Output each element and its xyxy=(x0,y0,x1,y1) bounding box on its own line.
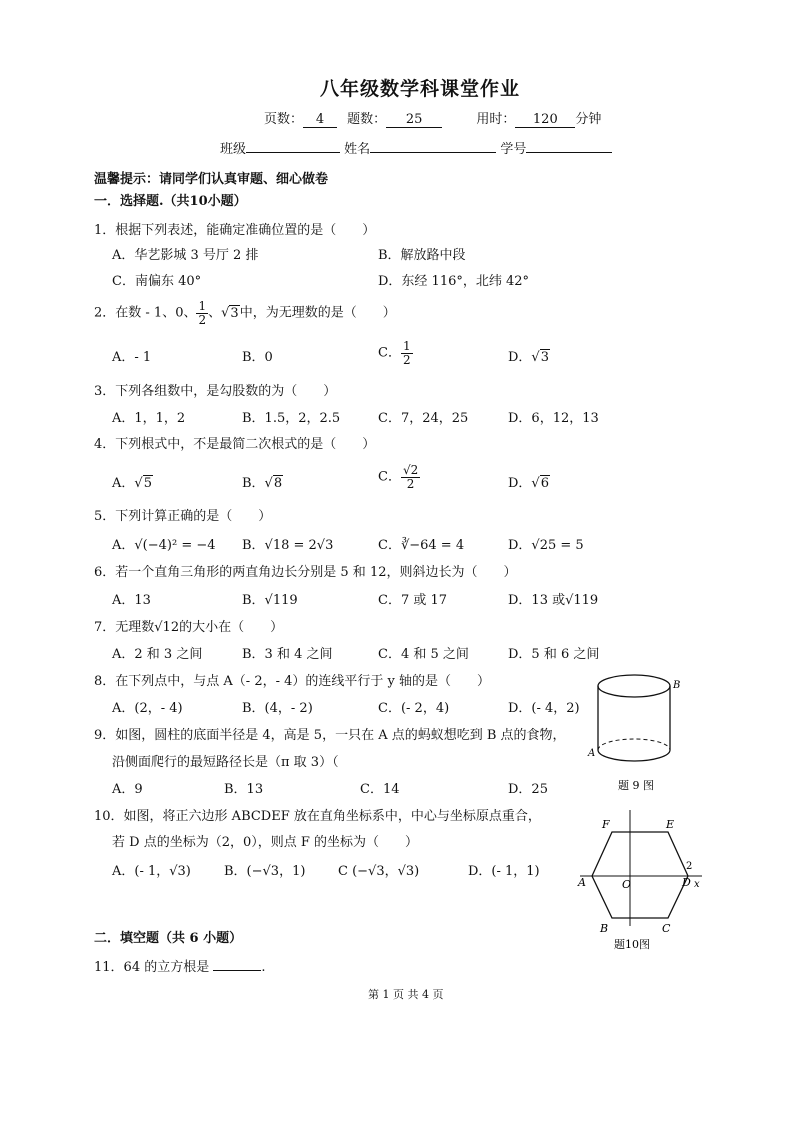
q11-stem: 11．64 的立方根是 . xyxy=(94,960,266,975)
q3-stem: 3．下列各组数中，是勾股数的为（ ） xyxy=(94,384,337,399)
fig10-label-e: E xyxy=(666,818,675,831)
fig10-label-x: x xyxy=(694,879,700,890)
q7-option-c[interactable]: C．4 和 5 之间 xyxy=(378,647,469,662)
q3-option-a[interactable]: A．1，1，2 xyxy=(112,411,186,426)
q11-answer-blank[interactable] xyxy=(213,970,261,971)
fig10-label-a: A xyxy=(578,876,586,889)
class-field[interactable] xyxy=(246,152,340,153)
figure-9-cylinder xyxy=(586,668,686,798)
q2-option-d[interactable]: D．√3 xyxy=(508,350,549,365)
q2-option-b[interactable]: B．0 xyxy=(242,350,273,365)
fig10-label-2: 2 xyxy=(686,861,693,872)
q4-option-d[interactable]: D．√6 xyxy=(508,476,549,491)
fig10-caption: 题10图 xyxy=(614,938,650,951)
q6-option-c[interactable]: C．7 或 17 xyxy=(378,593,448,608)
q5-option-c[interactable]: C．∛−64 = 4 xyxy=(378,538,465,553)
q7-option-d[interactable]: D．5 和 6 之间 xyxy=(508,647,600,662)
count-value: 25 xyxy=(386,112,442,128)
fig10-label-f: F xyxy=(602,818,610,831)
q5-option-b[interactable]: B．√18 = 2√3 xyxy=(242,538,334,553)
q3-option-d[interactable]: D．6，12，13 xyxy=(508,411,599,426)
q8-option-c[interactable]: C．(- 2，4) xyxy=(378,701,450,716)
fig9-label-b: B xyxy=(673,680,681,691)
q1-stem: 1．根据下列表述，能确定准确位置的是（ ） xyxy=(94,223,376,238)
q9-option-a[interactable]: A．9 xyxy=(112,782,143,797)
fig10-label-d: D xyxy=(682,876,691,889)
q1-option-d[interactable]: D．东经 116°，北纬 42° xyxy=(378,274,530,289)
q1-option-b[interactable]: B．解放路中段 xyxy=(378,248,466,263)
q2-stem: 2．在数 - 1、0、 $\frac{1}{2}$ 、√3中，为无理数的是（ ） xyxy=(94,299,396,327)
section-1-heading: 一．选择题.（共10小题） xyxy=(94,194,247,209)
q7-option-a[interactable]: A．2 和 3 之间 xyxy=(112,647,203,662)
page-footer: 第 1 页 共 4 页 xyxy=(368,988,444,1001)
fig9-label-a: A xyxy=(588,748,596,759)
q4-option-b[interactable]: B．√8 xyxy=(242,476,283,491)
q10-stem-line1: 10．如图，将正六边形 ABCDEF 放在直角坐标系中，中心与坐标原点重合， xyxy=(94,809,541,824)
page-title: 八年级数学科课堂作业 xyxy=(320,78,521,100)
q2-option-c[interactable]: C． $\frac{1}{2}$ xyxy=(378,339,411,367)
q4-stem: 4．下列根式中，不是最简二次根式的是（ ） xyxy=(94,437,376,452)
q4-option-c[interactable]: C． $\frac{√2}{2}$ xyxy=(378,463,419,491)
q5-stem: 5．下列计算正确的是（ ） xyxy=(94,509,272,524)
q6-option-a[interactable]: A．13 xyxy=(112,593,151,608)
meta-line: 页数： 4 题数： 25 用时： 120 分钟 xyxy=(264,112,602,127)
q9-stem-line2: 沿侧面爬行的最短路径长是（π 取 3）（ xyxy=(112,755,339,770)
q10-option-d[interactable]: D．(- 1，1) xyxy=(468,864,540,879)
q3-option-c[interactable]: C．7，24，25 xyxy=(378,411,469,426)
time-value: 120 xyxy=(515,112,575,128)
q9-option-d[interactable]: D．25 xyxy=(508,782,548,797)
q6-option-d[interactable]: D．13 或√119 xyxy=(508,593,599,608)
q7-option-b[interactable]: B．3 和 4 之间 xyxy=(242,647,333,662)
q7-stem: 7．无理数√12的大小在（ ） xyxy=(94,620,284,635)
q5-option-a[interactable]: A．√(−4)² = −4 xyxy=(112,538,216,553)
fig10-label-b: B xyxy=(600,922,609,935)
pages-value: 4 xyxy=(303,112,337,128)
q8-stem: 8．在下列点中，与点 A（- 2，- 4）的连线平行于 y 轴的是（ ） xyxy=(94,674,490,689)
tip-text: 温馨提示：请同学们认真审题、细心做卷 xyxy=(94,172,329,187)
q10-option-b[interactable]: B．(−√3，1) xyxy=(224,864,306,879)
q10-option-a[interactable]: A．(- 1，√3) xyxy=(112,864,191,879)
q10-stem-line2: 若 D 点的坐标为（2，0），则点 F 的坐标为（ ） xyxy=(112,835,419,850)
q4-option-a[interactable]: A．√5 xyxy=(112,476,152,491)
q8-option-a[interactable]: A．(2，- 4) xyxy=(112,701,183,716)
name-field[interactable] xyxy=(370,152,496,153)
q3-option-b[interactable]: B．1.5，2，2.5 xyxy=(242,411,341,426)
fig10-label-o: O xyxy=(622,878,632,891)
student-id-field[interactable] xyxy=(526,152,612,153)
q9-option-c[interactable]: C．14 xyxy=(360,782,400,797)
q8-option-b[interactable]: B．(4，- 2) xyxy=(242,701,313,716)
q10-option-c[interactable]: C (−√3，√3) xyxy=(338,864,420,879)
q1-option-c[interactable]: C．南偏东 40° xyxy=(112,274,202,289)
figure-10-hexagon xyxy=(572,806,712,956)
student-info-line: 班级 姓名 学号 xyxy=(220,138,612,157)
q6-stem: 6．若一个直角三角形的两直角边长分别是 5 和 12，则斜边长为（ ） xyxy=(94,565,517,580)
q9-option-b[interactable]: B．13 xyxy=(224,782,264,797)
fig10-label-c: C xyxy=(662,922,671,935)
q9-stem-line1: 9．如图，圆柱的底面半径是 4，高是 5，一只在 A 点的蚂蚁想吃到 B 点的食物， xyxy=(94,728,566,743)
q1-option-a[interactable]: A．华艺影城 3 号厅 2 排 xyxy=(112,248,259,263)
q6-option-b[interactable]: B．√119 xyxy=(242,593,298,608)
fig9-caption: 题 9 图 xyxy=(618,779,654,792)
q8-option-d[interactable]: D．(- 4，2) xyxy=(508,701,580,716)
section-2-heading: 二．填空题（共 6 小题） xyxy=(94,931,243,946)
q2-option-a[interactable]: A．- 1 xyxy=(112,350,152,365)
q5-option-d[interactable]: D．√25 = 5 xyxy=(508,538,584,553)
